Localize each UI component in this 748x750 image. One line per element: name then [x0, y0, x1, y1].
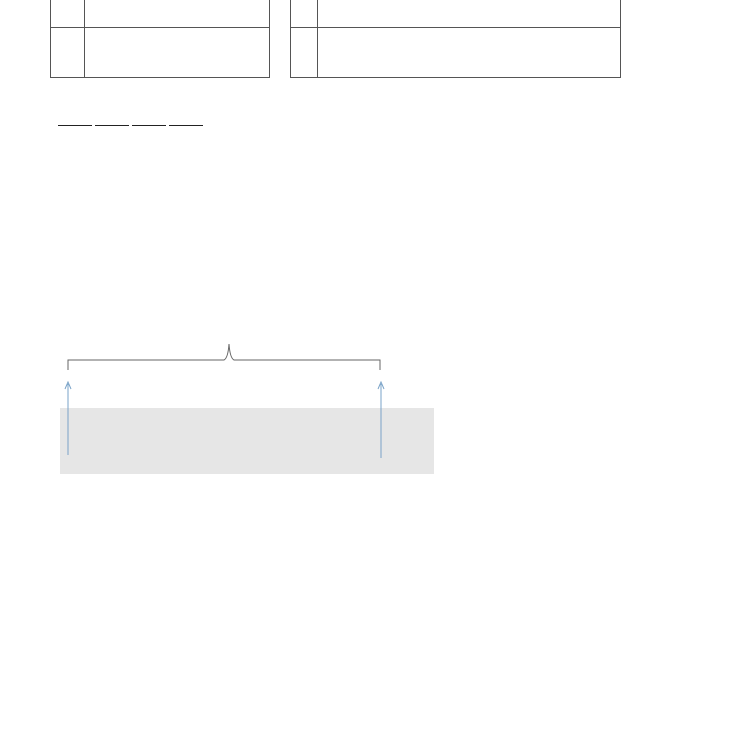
answer-blank-3[interactable] [132, 113, 166, 126]
answer-blank-4[interactable] [169, 113, 203, 126]
table-cell-text [318, 28, 621, 78]
table-cell-letter [291, 0, 318, 28]
table-row [51, 0, 270, 28]
ruler-figure [0, 330, 450, 480]
table-cell-num [51, 28, 85, 78]
table-left [50, 0, 270, 78]
table-cell-letter [291, 28, 318, 78]
bracket [68, 344, 380, 370]
answer-blanks [58, 113, 206, 129]
table-cell-text [85, 0, 270, 28]
answer-blank-2[interactable] [95, 113, 129, 126]
ruler-body [60, 408, 434, 474]
table-cell-text [85, 28, 270, 78]
table-row [291, 28, 621, 78]
table-row [291, 0, 621, 28]
table-cell-text [318, 0, 621, 28]
table-cell-num [51, 0, 85, 28]
table-row [51, 28, 270, 78]
answer-blank-1[interactable] [58, 113, 92, 126]
table-right [290, 0, 621, 78]
